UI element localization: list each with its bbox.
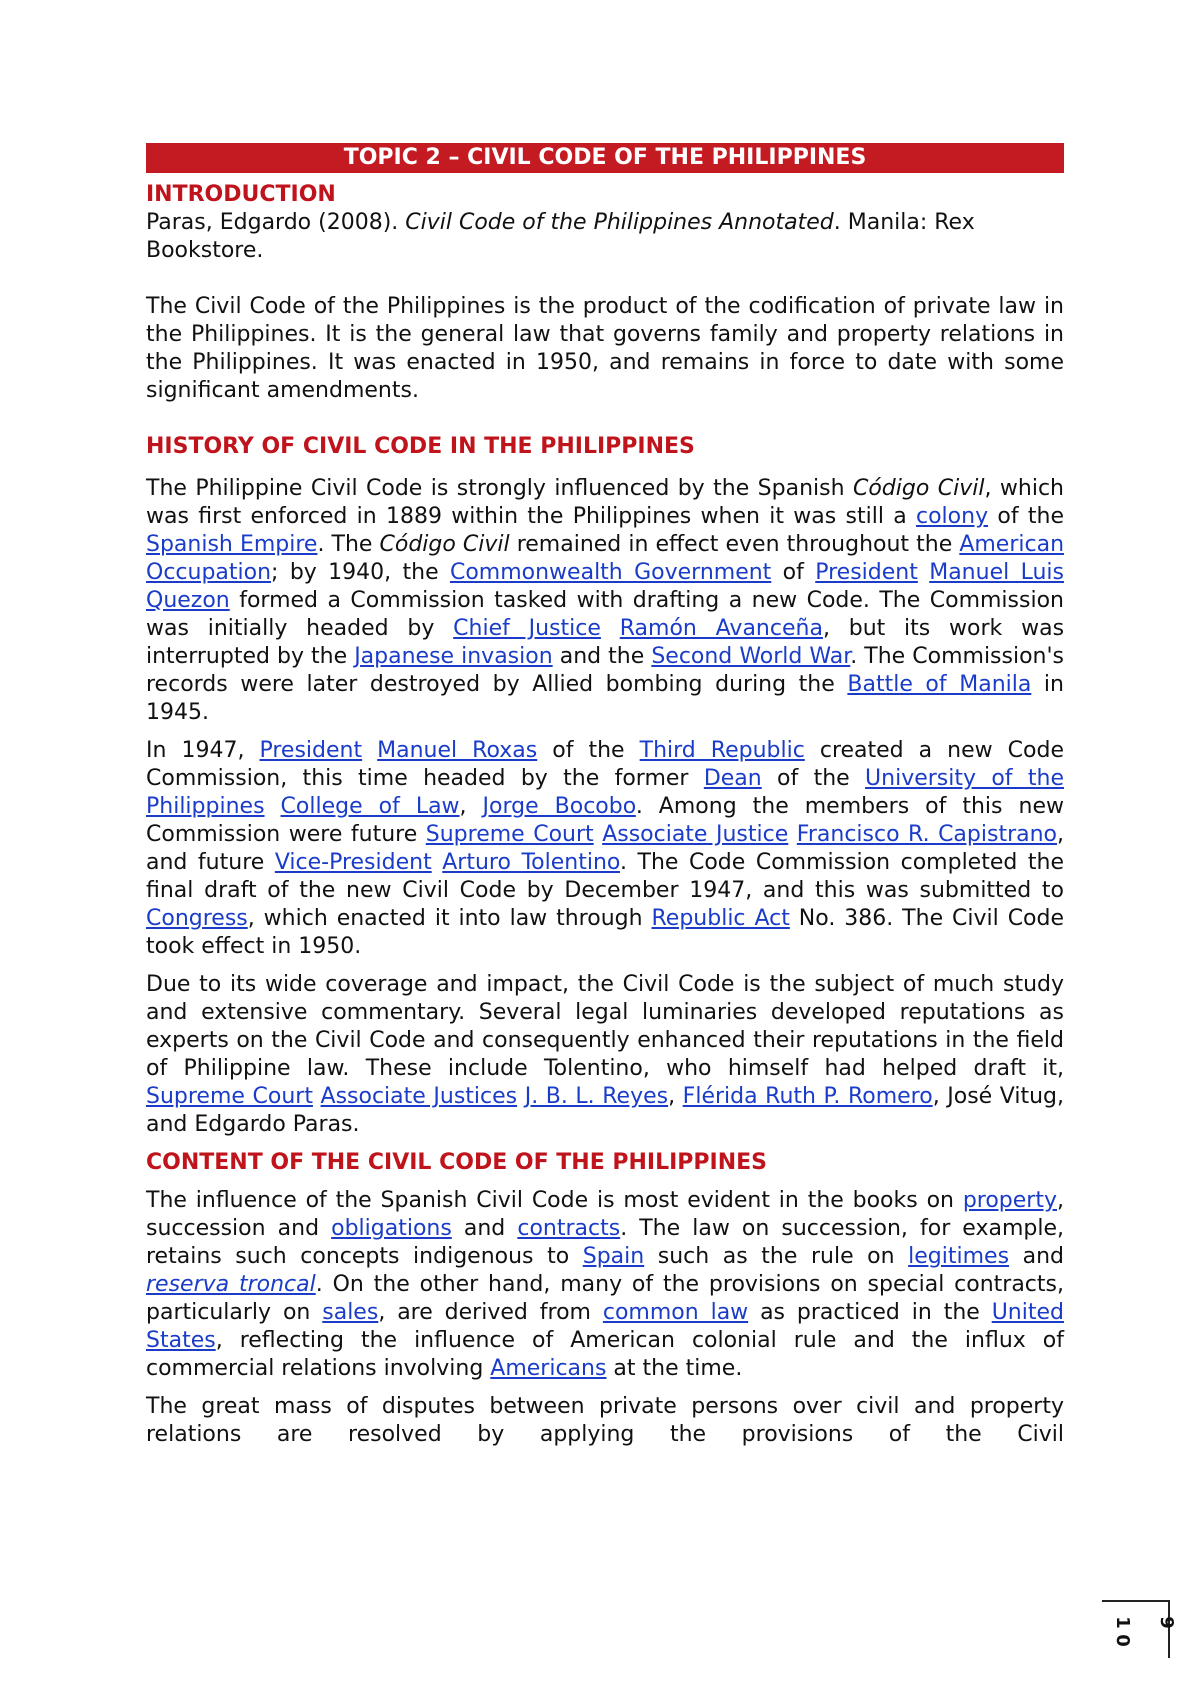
link-jbl-reyes[interactable]: J. B. L. Reyes: [524, 1084, 669, 1109]
link-colony[interactable]: colony: [916, 504, 989, 529]
content-paragraph-2: The great mass of disputes between private persons over civil and property relations are resolved by applying the provisions of the Civil: [146, 1394, 1064, 1447]
link-spanish-empire[interactable]: Spanish Empire: [146, 532, 318, 557]
citation-publisher: . Manila: Rex Bookstore.: [146, 210, 975, 263]
link-jorge-bocobo[interactable]: Jorge Bocobo: [482, 794, 636, 819]
link-reserva-troncal[interactable]: reserva troncal: [146, 1272, 316, 1297]
link-president-2[interactable]: President: [259, 738, 363, 763]
link-second-world-war[interactable]: Second World War: [651, 644, 851, 669]
intro-paragraph: The Civil Code of the Philippines is the product of the codification of private law in the Philippines. It is the general law that governs family and property relations in the Philippines. It was enacted in 1950, and remains in force to date with some significant amendments.: [146, 294, 1064, 403]
link-ramon-avancena[interactable]: Ramón Avanceña: [619, 616, 823, 641]
link-republic-act[interactable]: Republic Act: [651, 906, 790, 931]
link-common-law[interactable]: common law: [602, 1300, 749, 1325]
page-digit-3: 9: [1155, 1616, 1177, 1629]
link-associate-justices[interactable]: Associate Justices: [320, 1084, 518, 1109]
link-contracts[interactable]: contracts: [517, 1216, 621, 1241]
history-heading: HISTORY OF CIVIL CODE IN THE PHILIPPINES: [146, 434, 695, 459]
citation-author: Paras, Edgardo (2008).: [146, 210, 406, 235]
history-paragraph-1: The Philippine Civil Code is strongly influenced by the Spanish Código Civil, which was first enforced in 1889 within the Philippines when it was still a colony of the Spanish Empire. The Código Civil remained in effect even throughout the American Occupation; by 1940, the Commonwealth Government of President Manuel Luis Quezon formed a Commission tasked with drafting a new Code. The Commission was initially headed by Chief Justice Ramón Avanceña, but its work was interrupted by the Japanese invasion and the Second World War. The Commission's records were later destroyed by Allied bombing during the Battle of Manila in 1945.: [146, 476, 1065, 725]
citation-title: Civil Code of the Philippines Annotated: [405, 210, 834, 235]
link-obligations[interactable]: obligations: [331, 1216, 452, 1241]
link-arturo-tolentino[interactable]: Arturo Tolentino: [442, 850, 620, 875]
link-battle-of-manila[interactable]: Battle of Manila: [847, 672, 1032, 697]
page-digit-1: 1: [1111, 1616, 1133, 1629]
link-manuel-roxas[interactable]: Manuel Roxas: [377, 738, 538, 763]
link-commonwealth-government[interactable]: Commonwealth Government: [449, 560, 772, 585]
document-page: [146, 143, 1064, 1449]
page-number: [1102, 1600, 1177, 1660]
link-university-of-the-philippines[interactable]: University of the Philippines: [146, 766, 1064, 819]
link-congress[interactable]: Congress: [146, 906, 248, 931]
link-sales[interactable]: sales: [322, 1300, 379, 1325]
page-number-frame: [1102, 1600, 1170, 1658]
link-americans[interactable]: Americans: [490, 1356, 607, 1381]
link-united-states[interactable]: United States: [146, 1300, 1064, 1353]
reference-citation: [146, 209, 1064, 265]
link-manuel-luis-quezon[interactable]: Manuel Luis Quezon: [146, 560, 1064, 613]
link-supreme-court-2[interactable]: Supreme Court: [146, 1084, 313, 1109]
link-third-republic[interactable]: Third Republic: [639, 738, 805, 763]
link-dean[interactable]: Dean: [703, 766, 762, 791]
link-american-occupation[interactable]: American Occupation: [146, 532, 1065, 585]
link-vice-president[interactable]: Vice-President: [274, 850, 432, 875]
introduction-heading: INTRODUCTION: [146, 182, 336, 207]
content-paragraph-1: The influence of the Spanish Civil Code is most evident in the books on property, succession and obligations and contracts. The law on succession, for example, retains such concepts indigenous to Spain such as the rule on legitimes and reserva troncal. On the other hand, many of the provisions on special contracts, particularly on sales, are derived from common law as practiced in the United States, reflecting the influence of American colonial rule and the influx of commercial relations involving Americans at the time.: [146, 1188, 1065, 1381]
link-spain[interactable]: Spain: [582, 1244, 645, 1269]
history-paragraph-3: Due to its wide coverage and impact, the Civil Code is the subject of much study and extensive commentary. Several legal luminaries developed reputations as experts on the Civil Code and consequently enhanced their reputations in the field of Philippine law. These include Tolentino, who himself had helped draft it, Supreme Court Associate Justices J. B. L. Reyes, Flérida Ruth P. Romero, José Vitug, and Edgardo Paras.: [146, 972, 1064, 1137]
link-president[interactable]: President: [815, 560, 918, 585]
link-flerida-ruth-romero[interactable]: Flérida Ruth P. Romero: [682, 1084, 933, 1109]
link-legitimes[interactable]: legitimes: [908, 1244, 1010, 1269]
page-digit-2: 0: [1111, 1634, 1133, 1647]
link-college-of-law[interactable]: College of Law: [280, 794, 460, 819]
history-paragraph-2: In 1947, President Manuel Roxas of the Third Republic created a new Code Commission, this time headed by the former Dean of the University of the Philippines College of Law, Jorge Bocobo. Among the members of this new Commission were future Supreme Court Associate Justice Francisco R. Capistrano, and future Vice-President Arturo Tolentino. The Code Commission completed the final draft of the new Civil Code by December 1947, and this was submitted to Congress, which enacted it into law through Republic Act No. 386. The Civil Code took effect in 1950.: [146, 738, 1065, 959]
topic-banner: TOPIC 2 – CIVIL CODE OF THE PHILIPPINES: [146, 143, 1064, 173]
link-associate-justice[interactable]: Associate Justice: [602, 822, 789, 847]
link-property[interactable]: property: [962, 1188, 1057, 1213]
link-japanese-invasion[interactable]: Japanese invasion: [354, 644, 553, 669]
content-heading: CONTENT OF THE CIVIL CODE OF THE PHILIPPINES: [146, 1150, 768, 1175]
link-francisco-capistrano[interactable]: Francisco R. Capistrano: [796, 822, 1058, 847]
link-chief-justice[interactable]: Chief Justice: [453, 616, 601, 641]
link-supreme-court[interactable]: Supreme Court: [425, 822, 594, 847]
